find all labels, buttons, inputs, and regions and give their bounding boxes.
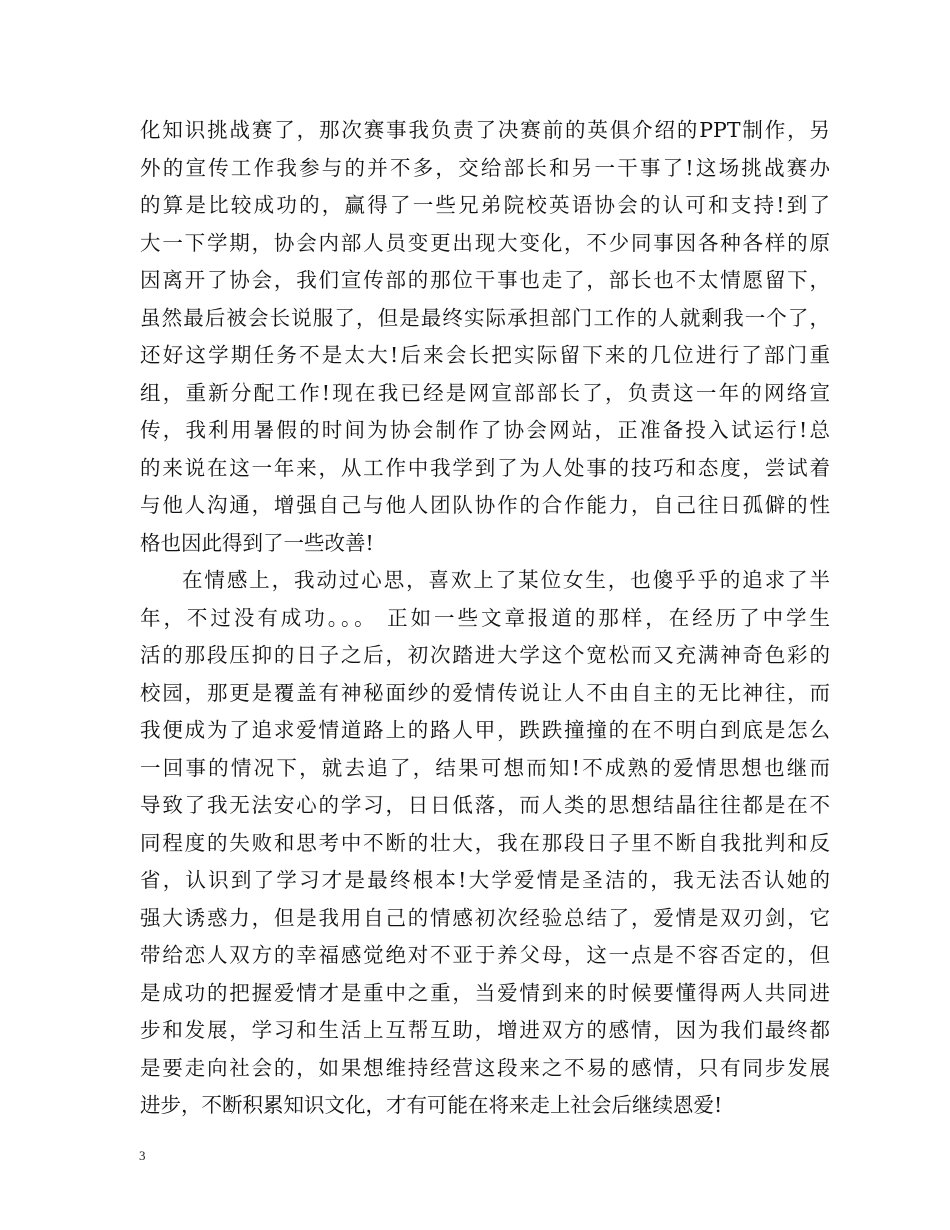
text-line: 与他人沟通，增强自己与他人团队协作的合作能力，自己往日孤僻的性: [140, 493, 830, 517]
text-line: 虽然最后被会长说服了，但是最终实际承担部门工作的人就剩我一个了，: [140, 305, 830, 330]
text-line: 是成功的把握爱情才是重中之重，当爱情到来的时候要懂得两人共同进: [140, 980, 830, 1005]
text-line: 一回事的情况下，就去追了，结果可想而知!不成熟的爱情思想也继而: [140, 755, 830, 780]
text-line: 是要走向社会的，如果想维持经营这段来之不易的感情，只有同步发展: [140, 1055, 830, 1080]
text-line: 我便成为了追求爱情道路上的路人甲，跌跌撞撞的在不明白到底是怎么: [140, 718, 830, 742]
text-line: 同程度的失败和思考中不断的壮大，我在那段日子里不断自我批判和反: [140, 830, 830, 855]
text-line: 校园，那更是覆盖有神秘面纱的爱情传说让人不由自主的无比神往，而: [140, 680, 830, 705]
page-number: 3: [139, 1148, 146, 1163]
paragraph-work: [140, 112, 830, 562]
text-line: 大一下学期，协会内部人员变更出现大变化，不少同事因各种各样的原: [140, 230, 830, 255]
text-line: 在情感上，我动过心思，喜欢上了某位女生，也傻乎乎的追求了半: [182, 568, 830, 592]
text-line: 组，重新分配工作!现在我已经是网宣部部长了，负责这一年的网络宣: [140, 380, 830, 405]
text-line: 传，我利用暑假的时间为协会制作了协会网站，正准备投入试运行!总: [140, 418, 830, 442]
text-line: 带给恋人双方的幸福感觉绝对不亚于养父母，这一点是不容否定的，但: [140, 943, 830, 967]
text-line: 省，认识到了学习才是最终根本!大学爱情是圣洁的，我无法否认她的: [140, 868, 830, 892]
text-line: 导致了我无法安心的学习，日日低落，而人类的思想结晶往往都是在不: [140, 793, 830, 817]
body-text: [140, 112, 830, 1125]
text-line: 强大诱惑力，但是我用自己的情感初次经验总结了，爱情是双刃剑，它: [140, 905, 830, 930]
text-line: 的来说在这一年来，从工作中我学到了为人处事的技巧和态度，尝试着: [140, 455, 830, 480]
text-line: 进步，不断积累知识文化，才有可能在将来走上社会后继续恩爱!: [140, 1093, 723, 1117]
paragraph-emotion: [140, 562, 830, 1125]
text-line: 还好这学期任务不是太大!后来会长把实际留下来的几位进行了部门重: [140, 343, 830, 367]
text-line: 的算是比较成功的，赢得了一些兄弟院校英语协会的认可和支持!到了: [140, 193, 830, 217]
text-line: 化知识挑战赛了，那次赛事我负责了决赛前的英俱介绍的PPT制作，另: [140, 118, 830, 142]
text-line: 活的那段压抑的日子之后，初次踏进大学这个宽松而又充满神奇色彩的: [140, 643, 830, 667]
text-line: 因离开了协会，我们宣传部的那位干事也走了，部长也不太情愿留下，: [140, 268, 830, 292]
text-line: 格也因此得到了一些改善!: [140, 530, 374, 555]
text-line: 年，不过没有成功。。。 正如一些文章报道的那样，在经历了中学生: [140, 605, 830, 630]
text-line: 步和发展，学习和生活上互帮互助，增进双方的感情，因为我们最终都: [140, 1018, 830, 1042]
text-line: 外的宣传工作我参与的并不多，交给部长和另一干事了!这场挑战赛办: [140, 155, 830, 180]
